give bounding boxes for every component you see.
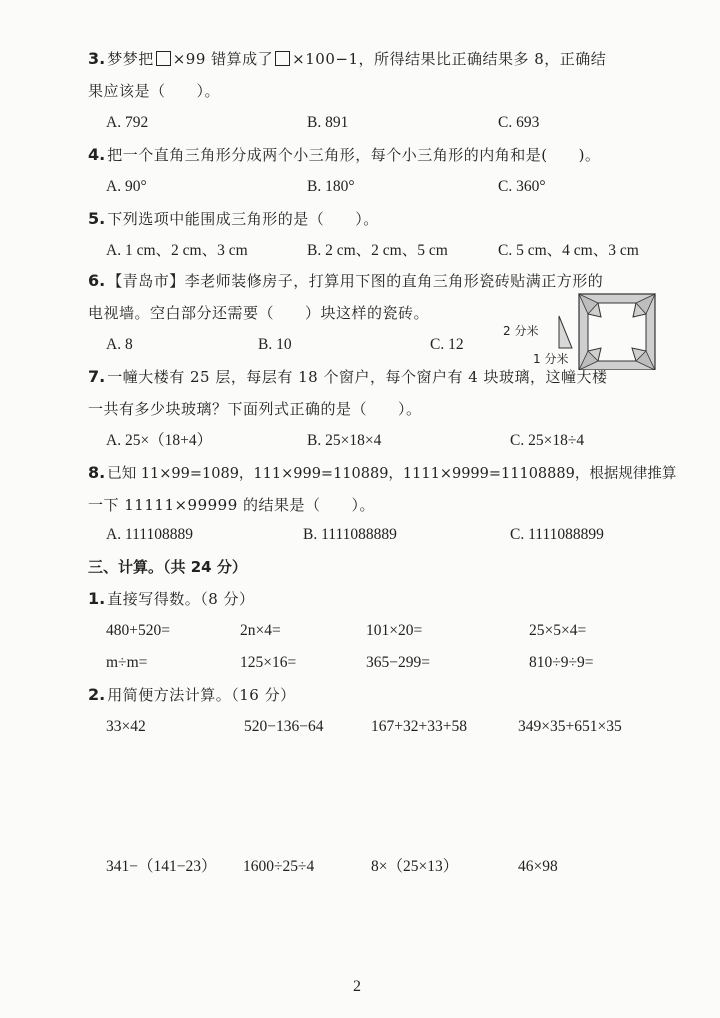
- expression: 8×（25×13）: [371, 858, 459, 875]
- option-c: C. 693: [498, 114, 540, 131]
- part-text: 用简便方法计算。（16 分）: [107, 686, 296, 704]
- page-number: 2: [353, 978, 361, 995]
- part-text: 直接写得数。（8 分）: [107, 590, 255, 608]
- question-text: 梦梦把: [107, 50, 154, 68]
- expression: 25×5×4=: [529, 622, 587, 639]
- question-number: 5.: [88, 209, 106, 228]
- question-text: 已知 11×99=1089，111×999=110889，1111×9999=11108889，根据规律推算: [107, 466, 677, 482]
- question-text: 【青岛市】李老师装修房子，打算用下图的直角三角形瓷砖贴满正方形的: [107, 272, 604, 290]
- option-c: C. 5 cm、4 cm、3 cm: [498, 242, 639, 259]
- option-a: A. 8: [106, 336, 133, 353]
- expression: 167+32+33+58: [371, 718, 467, 735]
- question-5-stem-line1: [88, 208, 379, 230]
- tile-diagram: [497, 286, 662, 370]
- expression: 349×35+651×35: [518, 718, 622, 735]
- question-text: 下列选项中能围成三角形的是（ ）。: [107, 210, 379, 228]
- question-number: 8.: [88, 463, 106, 482]
- expression: m÷m=: [106, 654, 148, 671]
- option-b: B. 180°: [307, 178, 355, 195]
- blank-box-icon: [275, 51, 290, 66]
- expression: 46×98: [518, 858, 558, 875]
- question-8-stem-line1: [88, 462, 676, 485]
- expression: 33×42: [106, 718, 146, 735]
- expression: 2n×4=: [240, 622, 281, 639]
- question-6-stem-line2: 电视墙。空白部分还需要（ ）块这样的瓷砖。: [88, 304, 430, 322]
- tile-base-label: 1 分米: [533, 352, 569, 366]
- question-text: 一幢大楼有 25 层，每层有 18 个窗户，每个窗户有 4 块玻璃，这幢大楼: [107, 368, 608, 386]
- option-a: A. 1 cm、2 cm、3 cm: [106, 242, 248, 259]
- expression: 365−299=: [366, 654, 430, 671]
- expression: 125×16=: [240, 654, 297, 671]
- blank-box-icon: [156, 51, 171, 66]
- option-c: C. 1111088899: [510, 526, 604, 543]
- question-7-stem-line2: 一共有多少块玻璃？下面列式正确的是（ ）。: [88, 400, 422, 418]
- option-c: C. 25×18÷4: [510, 432, 585, 449]
- question-3-stem-line1: [88, 48, 606, 70]
- question-7-stem-line1: [88, 366, 608, 388]
- question-text: ×100−1，所得结果比正确结果多 8，正确结: [292, 50, 607, 68]
- question-text: ×99 错算成了: [172, 50, 274, 68]
- option-b: B. 25×18×4: [307, 432, 382, 449]
- expression: 480+520=: [106, 622, 170, 639]
- option-b: B. 10: [258, 336, 292, 353]
- expression: 101×20=: [366, 622, 423, 639]
- question-number: 4.: [88, 145, 106, 164]
- expression: 341−（141−23）: [106, 858, 217, 875]
- question-4-stem-line1: [88, 144, 600, 166]
- option-b: B. 2 cm、2 cm、5 cm: [307, 242, 448, 259]
- question-3-stem-line2: 果应该是（ ）。: [88, 82, 221, 100]
- question-8-stem-line2: 一下 11111×99999 的结果是（ ）。: [88, 496, 376, 514]
- expression: 1600÷25÷4: [243, 858, 315, 875]
- option-a: A. 792: [106, 114, 149, 131]
- option-b: B. 1111088889: [303, 526, 397, 543]
- tile-height-label: 2 分米: [503, 324, 539, 338]
- part-number: 2.: [88, 685, 106, 704]
- expression: 520−136−64: [244, 718, 324, 735]
- option-b: B. 891: [307, 114, 349, 131]
- question-number: 7.: [88, 367, 106, 386]
- part-number: 1.: [88, 589, 106, 608]
- option-a: A. 90°: [106, 178, 147, 195]
- option-c: C. 360°: [498, 178, 546, 195]
- expression: 810÷9÷9=: [529, 654, 594, 671]
- option-a: A. 25×（18+4）: [106, 432, 213, 449]
- tile-figure: [497, 286, 662, 370]
- part-1-title: [88, 588, 255, 610]
- part-2-title: [88, 684, 296, 706]
- question-number: 3.: [88, 49, 106, 68]
- section-3-title: 三、计算。（共 24 分）: [88, 558, 247, 576]
- option-c: C. 12: [430, 336, 464, 353]
- option-a: A. 111108889: [106, 526, 193, 543]
- question-number: 6.: [88, 271, 106, 290]
- question-text: 把一个直角三角形分成两个小三角形，每个小三角形的内角和是( )。: [107, 146, 601, 164]
